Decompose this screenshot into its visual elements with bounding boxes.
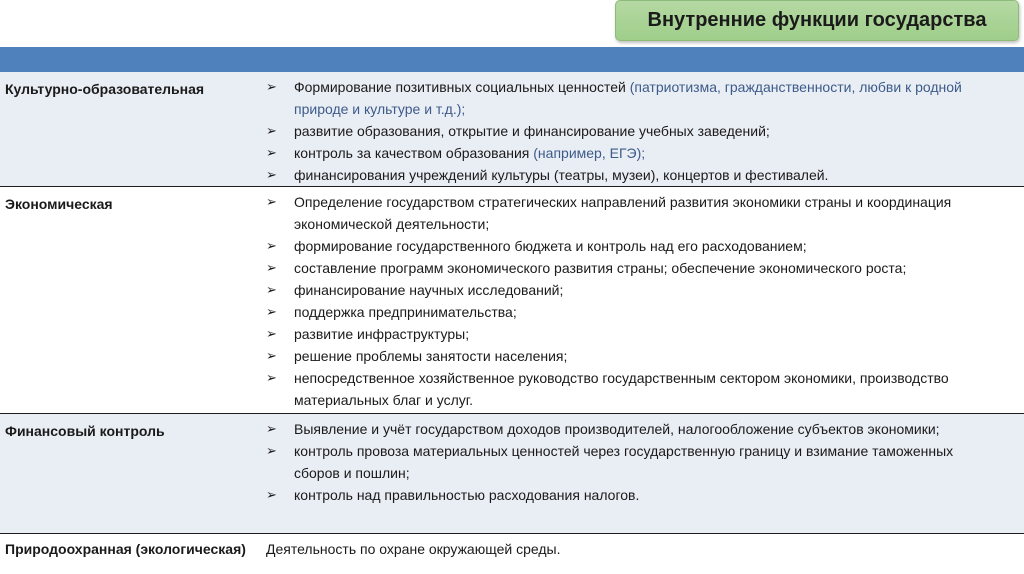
item-aside: (патриотизма, гражданственности, любви к родной природе и культуре и т.д.); — [294, 79, 962, 117]
arrow-bullet-icon: ➢ — [266, 326, 277, 341]
arrow-bullet-icon: ➢ — [266, 167, 277, 182]
list-item — [266, 257, 1001, 279]
table-row — [0, 414, 1024, 534]
row-items — [266, 538, 1001, 560]
item-text: поддержка предпринимательства; — [294, 304, 517, 320]
list-item — [266, 418, 1001, 440]
arrow-bullet-icon: ➢ — [266, 123, 277, 138]
arrow-bullet-icon: ➢ — [266, 260, 277, 275]
list-item — [266, 323, 1001, 345]
list-item — [266, 484, 1001, 506]
arrow-bullet-icon: ➢ — [266, 79, 277, 94]
arrow-bullet-icon: ➢ — [266, 194, 277, 209]
row-items — [266, 191, 1001, 411]
item-text: непосредственное хозяйственное руководство государственным сектором экономики, производство материальных благ и услуг. — [294, 370, 949, 408]
arrow-bullet-icon: ➢ — [266, 487, 277, 502]
item-text: развитие образования, открытие и финансирование учебных заведений; — [294, 123, 770, 139]
row-items — [266, 76, 1001, 186]
row-label: Природоохранная (экологическая) — [5, 541, 246, 557]
arrow-bullet-icon: ➢ — [266, 421, 277, 436]
table-row — [0, 187, 1024, 414]
item-text: финансирование научных исследований; — [294, 282, 564, 298]
row-label: Финансовый контроль — [5, 423, 165, 439]
item-text: формирование государственного бюджета и контроль над его расходованием; — [294, 238, 807, 254]
arrow-bullet-icon: ➢ — [266, 370, 277, 385]
arrow-bullet-icon: ➢ — [266, 282, 277, 297]
item-text: контроль провоза материальных ценностей через государственную границу и взимание таможенных сборов и пошлин; — [294, 443, 954, 481]
list-item — [266, 235, 1001, 257]
arrow-bullet-icon: ➢ — [266, 304, 277, 319]
table-row — [0, 534, 1024, 574]
row-items — [266, 418, 1001, 506]
list-item — [266, 367, 1001, 411]
list-item — [266, 301, 1001, 323]
item-text: Определение государством стратегических направлений развития экономики страны и координация экономической деятельности; — [294, 194, 952, 232]
list-item — [266, 345, 1001, 367]
item-text: Формирование позитивных социальных ценностей — [294, 79, 630, 95]
item-aside: (например, ЕГЭ); — [533, 145, 646, 161]
arrow-bullet-icon: ➢ — [266, 443, 277, 458]
arrow-bullet-icon: ➢ — [266, 145, 277, 160]
slide-title: Внутренние функции государства — [615, 0, 1019, 41]
item-text: решение проблемы занятости населения; — [294, 348, 568, 364]
list-item — [266, 76, 1001, 120]
item-text: развитие инфраструктуры; — [294, 326, 470, 342]
table-header-bar — [0, 47, 1024, 72]
item-text: контроль за качеством образования — [294, 145, 534, 161]
list-item — [266, 120, 1001, 142]
table-row — [0, 72, 1024, 187]
arrow-bullet-icon: ➢ — [266, 238, 277, 253]
row-plain-text: Деятельность по охране окружающей среды. — [266, 541, 561, 557]
row-label: Культурно-образовательная — [5, 81, 205, 97]
list-item — [266, 191, 1001, 235]
list-item — [266, 440, 1001, 484]
list-item — [266, 164, 1001, 186]
list-item — [266, 142, 1001, 164]
list-item — [266, 279, 1001, 301]
arrow-bullet-icon: ➢ — [266, 348, 277, 363]
item-text: финансирования учреждений культуры (театры, музеи), концертов и фестивалей. — [294, 167, 829, 183]
item-text: Выявление и учёт государством доходов производителей, налогообложение субъектов экономики; — [294, 421, 940, 437]
item-text: составление программ экономического развития страны; обеспечение экономического роста; — [294, 260, 907, 276]
item-text: контроль над правильностью расходования налогов. — [294, 487, 640, 503]
row-label: Экономическая — [5, 196, 113, 212]
